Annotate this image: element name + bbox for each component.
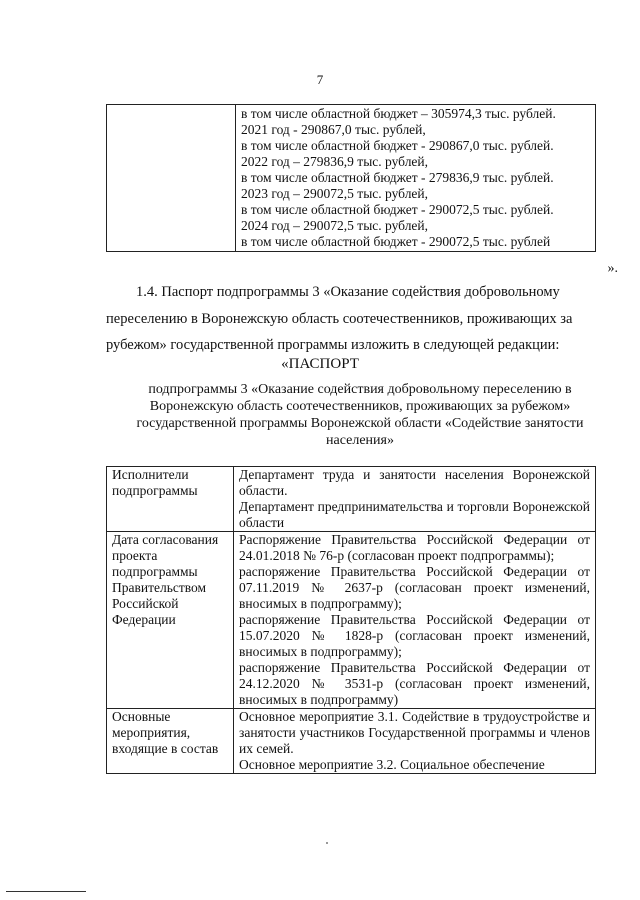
content-item: распоряжение Правительства Российской Федерации от 24.12.2020 № 3531-р (согласован проект изменений, вносимых в подпрограмму) (239, 660, 590, 707)
footer-rule (6, 891, 86, 892)
content-item: Основное мероприятие 3.2. Социальное обеспечение (239, 757, 545, 772)
row-content (234, 709, 596, 774)
content-item: распоряжение Правительства Российской Федерации от 15.07.2020 № 1828-р (согласован проект изменений, вносимых в подпрограмму); (239, 612, 590, 659)
row-content (234, 532, 596, 709)
funding-line: в том числе областной бюджет - 279836,9 тыс. рублей. (241, 170, 554, 185)
subtitle-line: Воронежскую область соотечественников, проживающих за рубежом» (149, 399, 571, 414)
page-number: 7 (316, 72, 324, 87)
content-item: Распоряжение Правительства Российской Федерации от 24.01.2018 № 76-р (согласован проект подпрограммы); (239, 532, 590, 563)
passport-title: «ПАСПОРТ (281, 356, 359, 372)
row-label: Исполнители подпрограммы (107, 467, 234, 532)
scan-dot (326, 842, 328, 844)
row-content (234, 467, 596, 532)
paragraph-line-2: переселению в Воронежскую область соотечественников, проживающих за (106, 311, 573, 327)
funding-line: в том числе областной бюджет – 305974,3 тыс. рублей. (241, 106, 556, 121)
table-row (107, 467, 596, 532)
funding-line: 2021 год - 290867,0 тыс. рублей, (241, 122, 426, 137)
subtitle-line: подпрограммы 3 «Оказание содействия добровольному переселению в (148, 382, 572, 397)
funding-line: в том числе областной бюджет - 290867,0 тыс. рублей. (241, 138, 554, 153)
funding-line: в том числе областной бюджет - 290072,5 тыс. рублей (241, 234, 551, 249)
subtitle-line: государственной программы Воронежской области «Содействие занятости (136, 416, 584, 431)
funding-cell (236, 105, 596, 252)
content-item: Департамент труда и занятости населения Воронежской области. (239, 467, 590, 498)
paragraph-line-1 (106, 279, 612, 305)
table-cell-empty (107, 105, 236, 252)
table-row (107, 105, 596, 252)
paragraph-line-3: рубежом» государственной программы изложить в следующей редакции: (106, 337, 560, 353)
funding-line: 2024 год – 290072,5 тыс. рублей, (241, 218, 429, 233)
passport-subtitle (110, 381, 610, 449)
table-row (107, 532, 596, 709)
subtitle-line: населения» (326, 433, 394, 448)
funding-line: 2023 год – 290072,5 тыс. рублей, (241, 186, 429, 201)
row-label: Основные мероприятия, входящие в состав (107, 709, 234, 774)
table-row (107, 709, 596, 774)
row-label: Дата согласования проекта подпрограммы Правительством Российской Федерации (107, 532, 234, 709)
funding-line: в том числе областной бюджет - 290072,5 тыс. рублей. (241, 202, 554, 217)
closing-quote: ». (607, 261, 618, 276)
content-item: Основное мероприятие 3.1. Содействие в трудоустройстве и занятости участников Государственной программы и членов их семей. (239, 709, 590, 756)
funding-table (106, 104, 596, 252)
funding-line: 2022 год – 279836,9 тыс. рублей, (241, 154, 429, 169)
passport-table (106, 466, 596, 774)
paragraph-text: 1.4. Паспорт подпрограммы 3 «Оказание содействия добровольному (136, 284, 560, 300)
content-item: распоряжение Правительства Российской Федерации от 07.11.2019 № 2637-р (согласован проект изменений, вносимых в подпрограмму); (239, 564, 590, 611)
content-item: Департамент предпринимательства и торговли Воронежской области (239, 499, 590, 530)
